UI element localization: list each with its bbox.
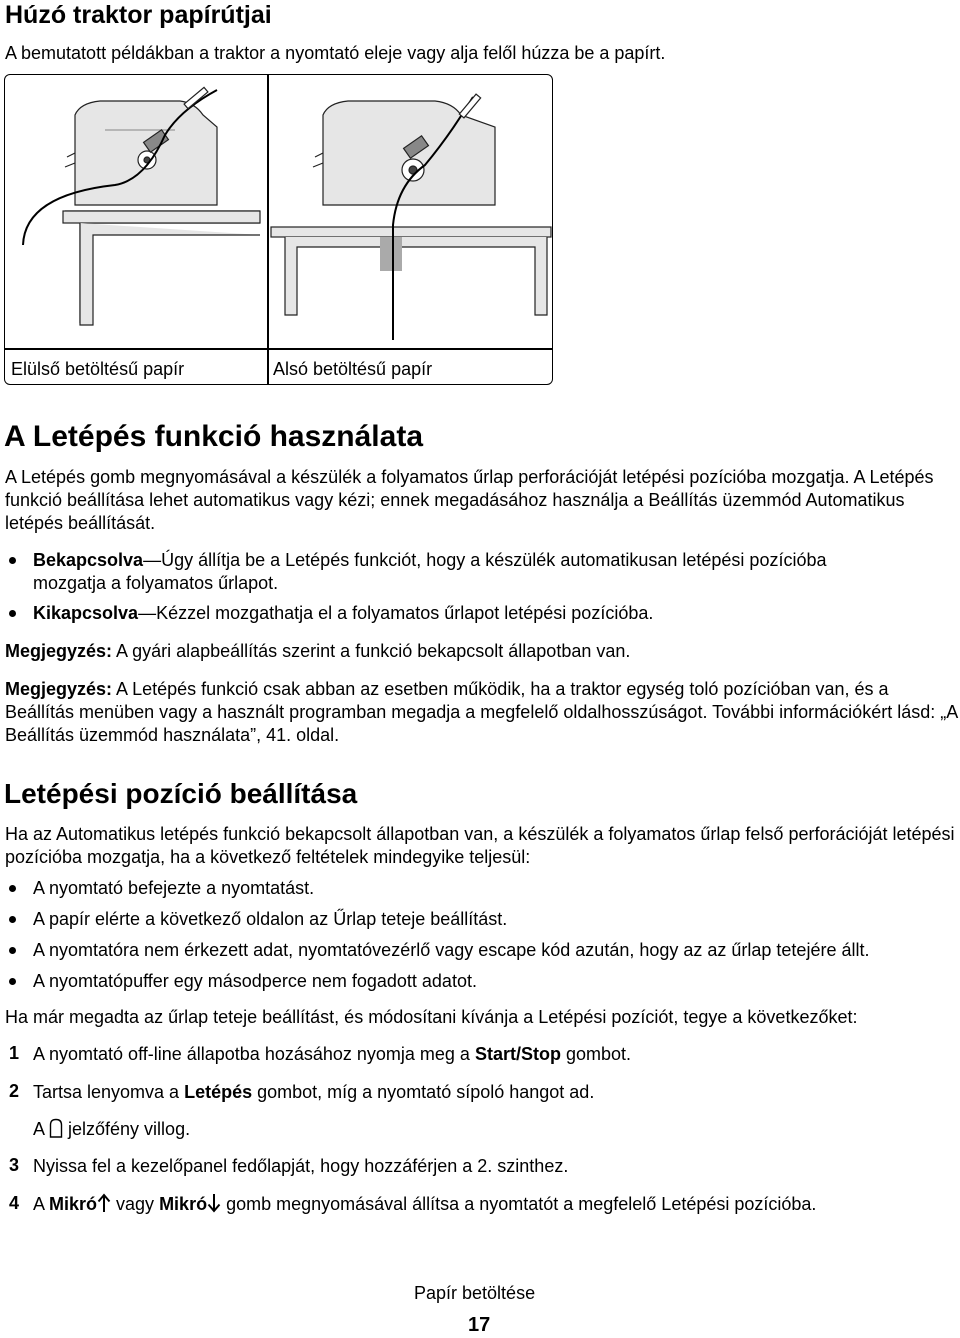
condition-item: A nyomtató befejezte a nyomtatást. xyxy=(33,878,315,898)
section-title-tearoff-position: Letépési pozíció beállítása xyxy=(4,778,358,809)
step-text: gombot, míg a nyomtató sípoló hangot ad. xyxy=(252,1082,595,1102)
bullet-off-text: —Kézzel mozgathatja el a folyamatos űrlapot letépési pozícióba. xyxy=(138,603,654,623)
printer-illustrations xyxy=(5,75,553,385)
tearoff-button-label: Letépés xyxy=(184,1082,253,1102)
step-text: A nyomtató off-line állapotba hozásához nyomja meg a xyxy=(33,1044,475,1064)
note-default xyxy=(5,640,630,663)
bullet-dot xyxy=(9,557,16,564)
step-1 xyxy=(33,1043,631,1066)
figure-divider-vertical xyxy=(267,75,269,385)
bullet-dot xyxy=(9,947,16,954)
condition-item: A nyomtatóra nem érkezett adat, nyomtatóvezérlő vagy escape kód azután, hogy az az űrlap tetejére állt. xyxy=(33,940,870,960)
step-text: gombot. xyxy=(560,1044,632,1064)
bottom-load-printer-drawing xyxy=(271,94,551,340)
step-3: Nyissa fel a kezelőpanel fedőlapját, hogy hozzáférjen a 2. szinthez. xyxy=(33,1156,569,1176)
step-number: 3 xyxy=(9,1155,20,1175)
bullet-on-label: Bekapcsolva xyxy=(33,550,144,570)
bullet-on xyxy=(33,549,826,572)
note-label: Megjegyzés: xyxy=(5,641,113,661)
condition-item: A nyomtatópuffer egy másodperce nem fogadott adatot. xyxy=(33,971,477,991)
step-text: A xyxy=(33,1194,50,1214)
micro-up-button-label: Mikró xyxy=(49,1194,98,1214)
step-number: 4 xyxy=(9,1193,20,1213)
step-text: gomb megnyomásával állítsa a nyomtatót a megfelelő Letépési pozícióba. xyxy=(221,1194,817,1214)
note-text: A Letépés funkció csak abban az esetben működik, ha a traktor egység toló pozícióban van, és a Beállítás menüben vagy a használt programban megadja a megfelelő oldalhosszúságot. További információkért lásd: „A Beállítás üzemmód használata”, 41. oldal. xyxy=(5,679,958,745)
bullet-dot xyxy=(9,978,16,985)
bullet-dot xyxy=(9,885,16,892)
caption-front-loading: Elülső betöltésű papír xyxy=(11,359,185,379)
light-indicator-line xyxy=(33,1118,190,1141)
step-number: 2 xyxy=(9,1081,20,1101)
bullet-off xyxy=(33,602,653,625)
figure-divider-horizontal xyxy=(5,348,553,350)
page-number: 17 xyxy=(468,1314,491,1336)
section-title-tearoff: A Letépés funkció használata xyxy=(4,420,424,453)
arrow-up-icon xyxy=(97,1193,111,1213)
step-number: 1 xyxy=(9,1043,20,1063)
micro-down-button-label: Mikró xyxy=(159,1194,208,1214)
condition-item: A papír elérte a következő oldalon az Űrlap teteje beállítást. xyxy=(33,909,508,929)
start-stop-button-label: Start/Stop xyxy=(474,1044,561,1064)
tearoff-paragraph: A Letépés gomb megnyomásával a készülék a folyamatos űrlap perforációját letépési pozícióba mozgatja. A Letépés funkció beállítása lehet automatikus vagy kézi; ennek megadásához használja a Beállítás üzemmód Automatikus letépés beállítását. xyxy=(5,467,934,533)
step-text: Tartsa lenyomva a xyxy=(33,1082,185,1102)
arrow-down-icon xyxy=(207,1193,221,1213)
paper-path-figure xyxy=(4,74,553,385)
step-2 xyxy=(33,1081,594,1104)
bullet-dot xyxy=(9,610,16,617)
steps-lead: Ha már megadta az űrlap teteje beállítást, és módosítani kívánja a Letépési pozíciót, tegye a következőket: xyxy=(5,1007,858,1027)
section-title-tractor-paths: Húzó traktor papírútjai xyxy=(5,1,272,29)
footer-section-label: Papír betöltése xyxy=(414,1283,536,1303)
front-load-printer-drawing xyxy=(23,87,260,325)
caption-bottom-loading: Alsó betöltésű papír xyxy=(273,359,433,379)
tearoff-light-icon xyxy=(49,1118,63,1138)
note-label: Megjegyzés: xyxy=(5,679,113,699)
light-text: A xyxy=(33,1119,50,1139)
bullet-on-continued: mozgatja a folyamatos űrlapot. xyxy=(33,573,279,593)
bullet-on-text: —Úgy állítja be a Letépés funkciót, hogy a készülék automatikusan letépési pozícióba xyxy=(143,550,827,570)
note-tractor xyxy=(5,678,960,747)
step-4 xyxy=(33,1193,816,1216)
bullet-off-label: Kikapcsolva xyxy=(33,603,139,623)
section-intro: A bemutatott példákban a traktor a nyomtató eleje vagy alja felől húzza be a papírt. xyxy=(5,43,666,63)
bullet-dot xyxy=(9,916,16,923)
step-text: vagy xyxy=(111,1194,160,1214)
note-text: A gyári alapbeállítás szerint a funkció bekapcsolt állapotban van. xyxy=(112,641,631,661)
tearoff-position-paragraph: Ha az Automatikus letépés funkció bekapcsolt állapotban van, a készülék a folyamatos űrlap felső perforációját letépési pozícióba mozgatja, ha a következő feltételek mindegyike teljesül: xyxy=(5,824,955,867)
light-text: jelzőfény villog. xyxy=(63,1119,191,1139)
